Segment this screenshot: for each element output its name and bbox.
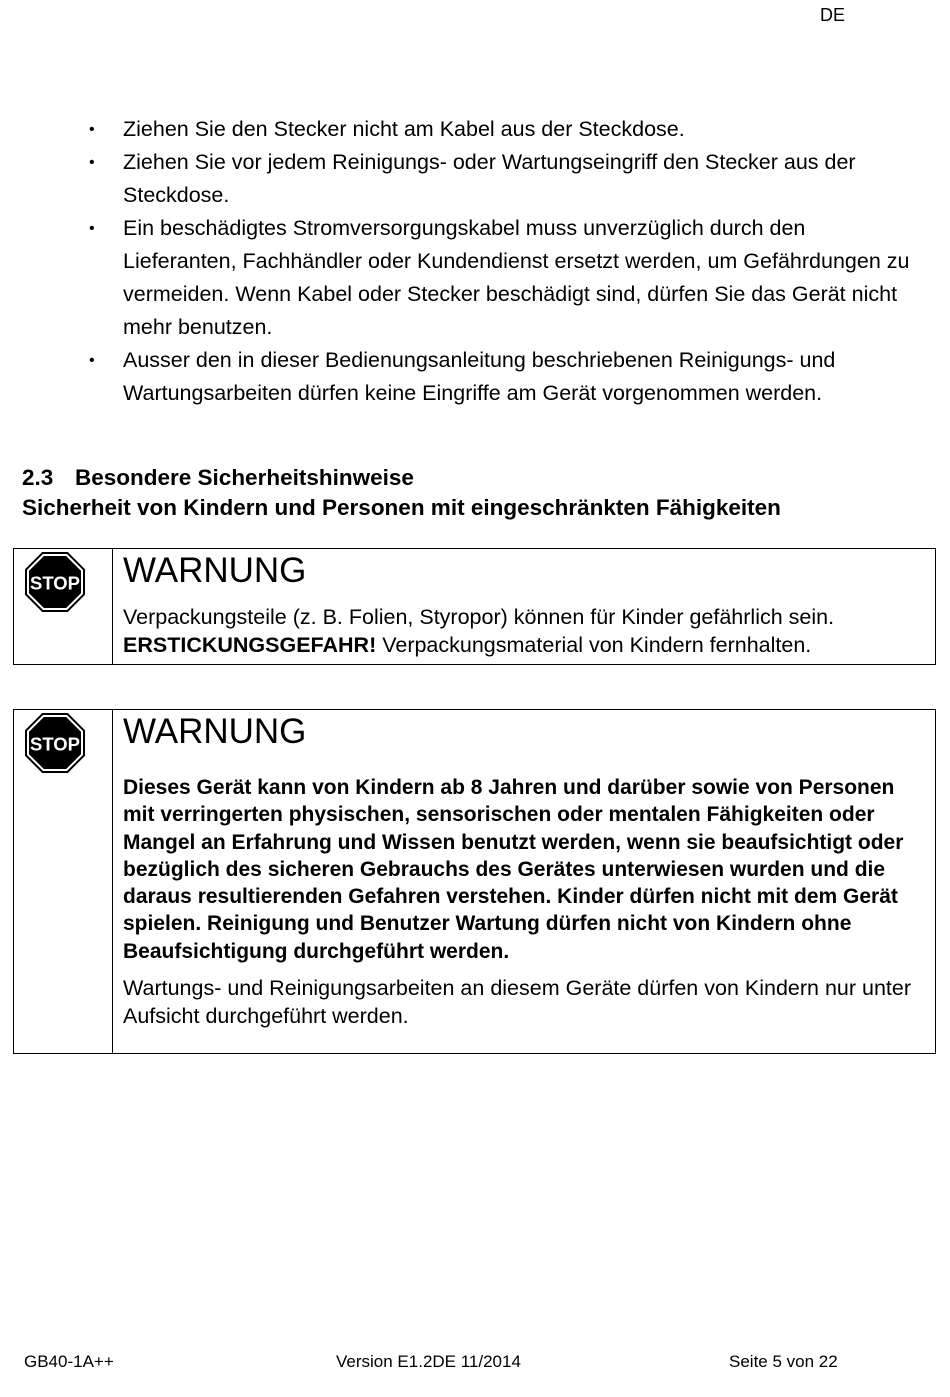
bullet-icon: • [89, 121, 95, 138]
stop-sign-text: STOP [30, 573, 80, 594]
bullet-text: Ziehen Sie vor jedem Reinigungs- oder Wartungseingriff den Stecker aus der Steckdose. [123, 150, 856, 207]
list-item [86, 212, 916, 344]
warning-text-line [123, 631, 935, 659]
warning-paragraph: Wartungs- und Reinigungsarbeiten an diesem Geräte dürfen von Kindern nur unter Aufsicht durchgeführt werden. [123, 976, 912, 1029]
footer-version: Version E1.2DE 11/2014 [336, 1352, 521, 1371]
bullet-icon: • [89, 352, 95, 369]
section-number: 2.3 [22, 465, 54, 490]
list-item [86, 146, 916, 212]
list-item [86, 344, 916, 410]
bullet-text: Ausser den in dieser Bedienungsanleitung beschriebenen Reinigungs- und Wartungsarbeiten dürfen keine Eingriffe am Gerät vorgenommen werden. [123, 348, 836, 405]
bullet-text: Ein beschädigtes Stromversorgungskabel muss unverzüglich durch den Lieferanten, Fachhändler oder Kundendienst ersetzt werden, um Gefährdungen zu vermeiden. Wenn Kabel oder Stecker beschädigt sind, dürfen Sie das Gerät nicht mehr benutzen. [123, 216, 910, 339]
warning-icon-cell [14, 710, 113, 1053]
stop-sign-icon [24, 712, 86, 774]
section-heading [22, 463, 781, 523]
safety-bullet-list [86, 113, 916, 410]
stop-sign-icon [24, 551, 86, 613]
stop-sign-text: STOP [30, 734, 80, 755]
warning-bold-paragraph: Dieses Gerät kann von Kindern ab 8 Jahren und darüber sowie von Personen mit verringerten physischen, sensorischen oder mentalen Fähigkeiten oder Mangel an Erfahrung und Wissen benutzt werden, wenn sie beaufsichtigt oder bezüglich des sicheren Gebrauchs des Gerätes unterwiesen wurden und die daraus resultierenden Gefahren verstehen. Kinder dürfen nicht mit dem Gerät spielen. Reinigung und Benutzer Wartung dürfen nicht von Kindern ohne Beaufsichtigung durchgeführt werden. [123, 776, 904, 963]
warning-content [113, 549, 935, 664]
footer-page-number: Seite 5 von 22 [729, 1352, 838, 1371]
warning-text-rest: Verpackungsmaterial von Kindern fernhalten. [376, 633, 812, 657]
footer-model: GB40-1A++ [24, 1352, 114, 1371]
warning-title: WARNUNG [123, 712, 307, 751]
bullet-icon: • [89, 154, 95, 171]
warning-content [113, 710, 935, 1053]
warning-title: WARNUNG [123, 551, 307, 590]
warning-text-line: Verpackungsteile (z. B. Folien, Styropor) können für Kinder gefährlich sein. [123, 605, 835, 629]
warning-emphasis: ERSTICKUNGSGEFAHR! [123, 633, 377, 657]
warning-box-children [13, 709, 936, 1054]
warning-box-packaging [13, 548, 936, 665]
list-item [86, 113, 916, 146]
language-code: DE [820, 5, 846, 25]
warning-body [123, 603, 935, 659]
bullet-icon: • [89, 220, 95, 237]
section-title: Besondere Sicherheitshinweise [75, 465, 414, 490]
bullet-text: Ziehen Sie den Stecker nicht am Kabel aus der Steckdose. [123, 117, 685, 141]
section-title-line [22, 463, 781, 493]
section-subtitle: Sicherheit von Kindern und Personen mit eingeschränkten Fähigkeiten [22, 495, 781, 520]
warning-icon-cell [14, 549, 113, 664]
